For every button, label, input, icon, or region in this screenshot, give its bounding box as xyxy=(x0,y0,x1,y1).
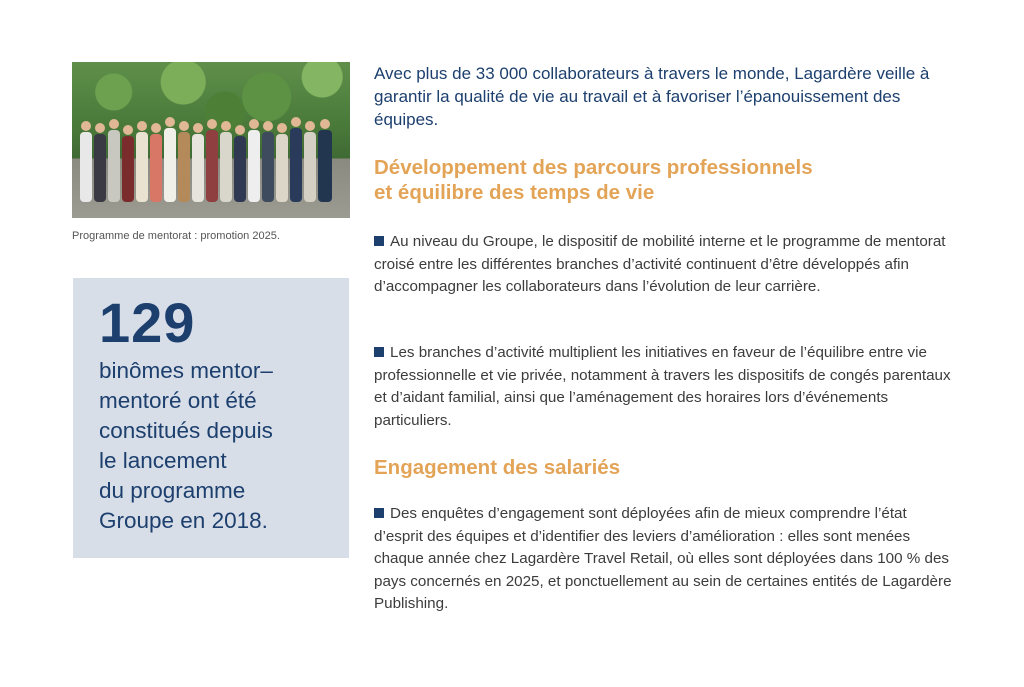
square-bullet-icon xyxy=(374,508,384,518)
section-heading-parcours xyxy=(374,155,954,205)
photo-people xyxy=(72,62,350,218)
photo-caption: Programme de mentorat : promotion 2025. xyxy=(72,230,280,242)
paragraph-text: Au niveau du Groupe, le dispositif de mobilité interne et le programme de mentorat croisé entre les différentes branches d’activité continuent d’être développés afin d’accompagner les collaborateurs dans l’évolution de leur carrière. xyxy=(374,233,946,295)
square-bullet-icon xyxy=(374,236,384,246)
paragraph-text: Les branches d’activité multiplient les initiatives en faveur de l’équilibre entre vie professionnelle et vie privée, notamment à travers les dispositifs de congés parentaux et d’aidant familial, ainsi que l’aménagement des horaires lors d’événements particuliers. xyxy=(374,344,951,429)
square-bullet-icon xyxy=(374,347,384,357)
paragraph-mobilite xyxy=(374,231,954,299)
heading-line-2: et équilibre des temps de vie xyxy=(374,181,655,204)
group-photo xyxy=(72,62,350,218)
stat-box xyxy=(73,278,349,558)
intro-paragraph: Avec plus de 33 000 collaborateurs à travers le monde, Lagardère veille à garantir la qualité de vie au travail et à favoriser l’épanouissement des équipes. xyxy=(374,64,930,129)
paragraph-enquetes xyxy=(374,503,954,616)
stat-description: binômes mentor– mentoré ont été constitués depuis le lancement du programme Groupe en 2018. xyxy=(99,358,273,533)
paragraph-equilibre xyxy=(374,342,954,432)
paragraph-text: Des enquêtes d’engagement sont déployées afin de mieux comprendre l’état d’esprit des équipes et d’identifier des leviers d’amélioration : elles sont menées chaque année chez Lagardère Travel Retail, où elles sont déployées dans 100 % des pays concernés en 2025, et ponctuellement au sein de certaines entités de Lagardère Publishing. xyxy=(374,505,952,612)
stat-number: 129 xyxy=(99,291,196,354)
section-heading-engagement: Engagement des salariés xyxy=(374,456,621,479)
heading-line-1: Développement des parcours professionnels xyxy=(374,156,813,179)
